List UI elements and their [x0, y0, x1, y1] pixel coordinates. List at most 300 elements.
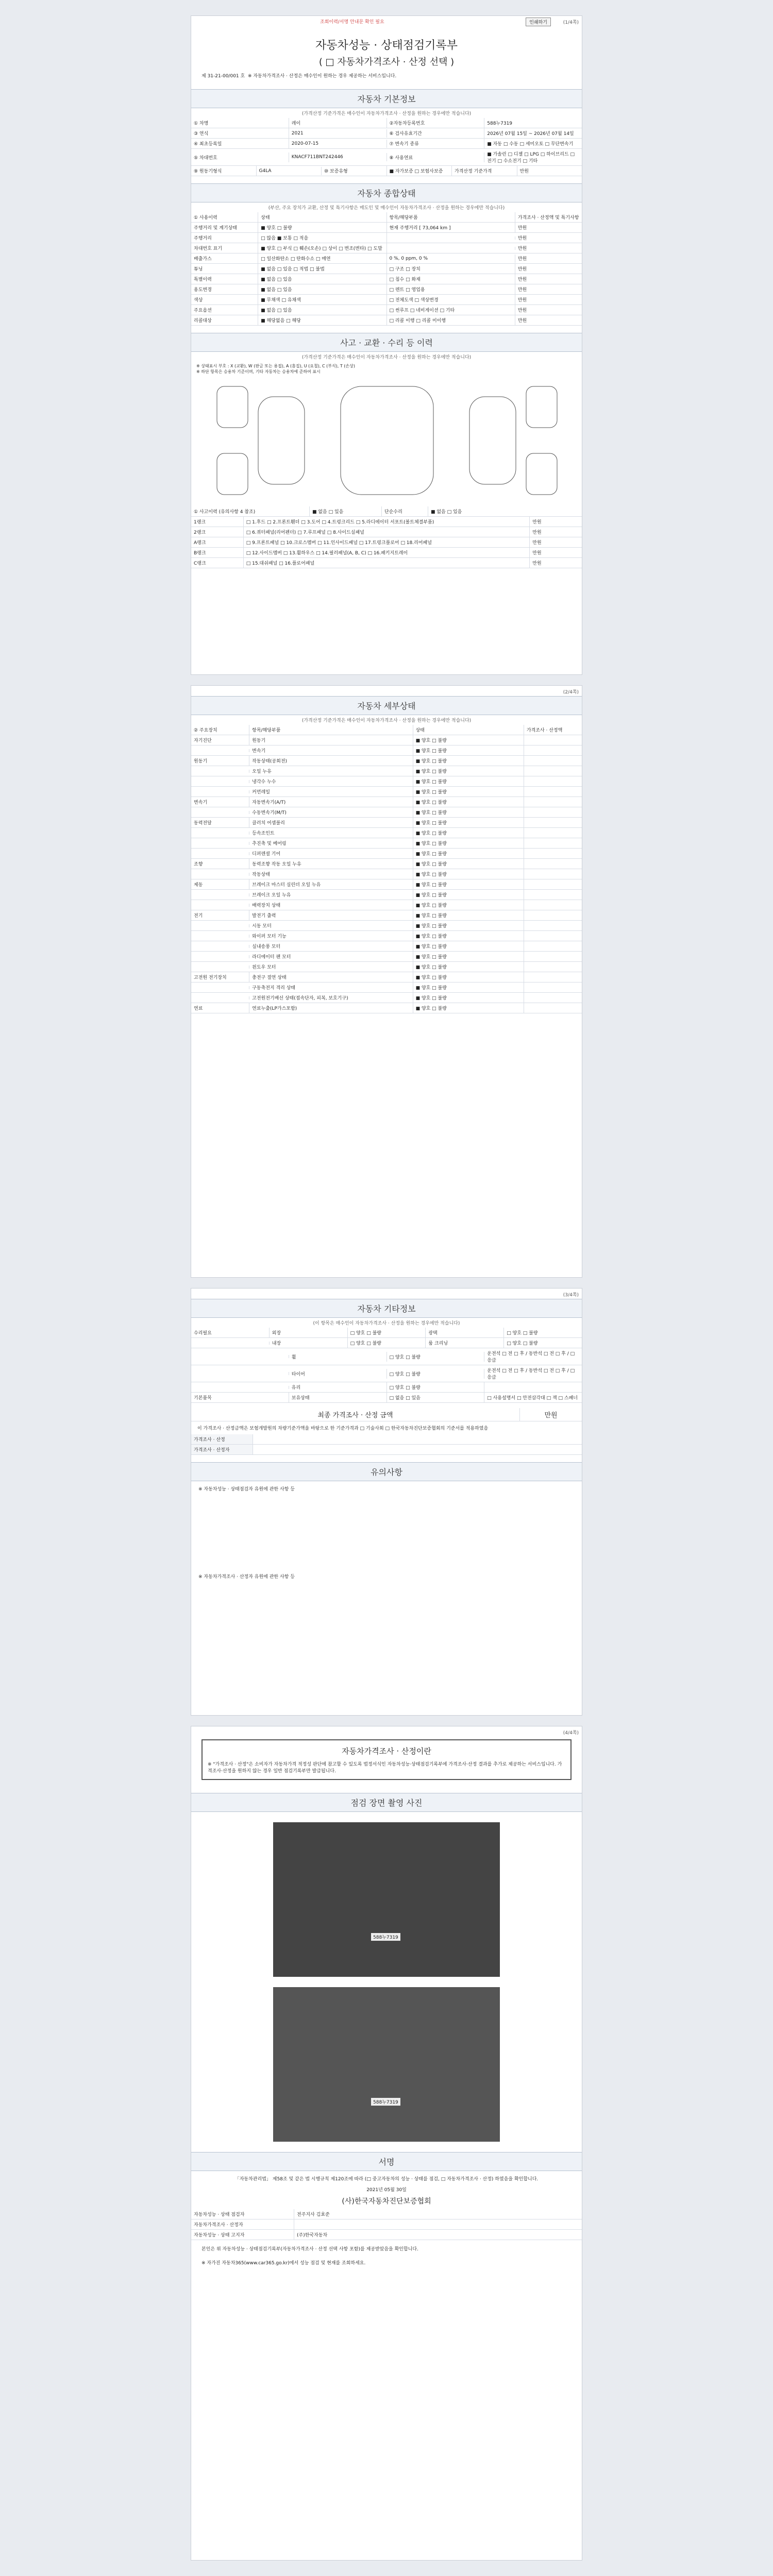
detail-row [191, 849, 582, 859]
detail-row [191, 735, 582, 745]
detail-row [191, 982, 582, 993]
sign-company: (사)한국자동차진단보증협회 [342, 2197, 431, 2206]
detail-row [191, 879, 582, 890]
print-button[interactable]: 인쇄하기 [526, 18, 551, 26]
sign-law: 「자동차관리법」 제58조 및 같은 법 시행규칙 제120조에 따라 (□ 중고자동차의 성능 · 상태를 점검, □ 자동차가격조사 · 산정) 하였음을 확인합니다. [234, 2177, 539, 2182]
detail-row-cell [524, 986, 582, 989]
detail-row-cell: 자기진단 [191, 735, 249, 745]
detail-row-cell [524, 914, 582, 917]
car-diagram [196, 376, 578, 505]
detail-row-cell [524, 945, 582, 948]
price-p1: 가격조사 · 산정 [191, 1434, 582, 1445]
basic-row-cell: ⑨ 원동기형식 [191, 166, 257, 176]
basic-row-cell: ■ 자가보증 □ 보험사보증 [387, 166, 452, 176]
summary-header-cell: 가격조사 · 산정액 및 특기사항 [517, 215, 579, 221]
detail-row-cell: 원동기 [191, 756, 249, 766]
detail-row-cell [524, 852, 582, 855]
detail-row-cell: ■ 양호 □ 불량 [413, 735, 524, 745]
detail-row-cell: 동력조향 작동 오일 누유 [249, 859, 413, 869]
summary-row-cell: 차대번호 표기 [191, 243, 258, 253]
detail-row-cell: 냉각수 누수 [249, 776, 413, 786]
summary-row-cell: 만원 [517, 287, 527, 293]
detail-row-cell [524, 1007, 582, 1010]
other-table [191, 1328, 582, 1403]
detail-row-cell: 브레이크 오일 누유 [249, 890, 413, 900]
other-row-cell: □ 양호 □ 불량 [507, 1341, 538, 1346]
detail-row [191, 972, 582, 982]
accident-q: ① 사고이력 (유의사항 4 참조) ■ 없음 □ 있음 단순수리 ■ 없음 □ 있음 [191, 506, 582, 517]
basic-row-cell: ③ 연식 [191, 128, 289, 138]
page-2 [191, 685, 582, 1278]
detail-row [191, 931, 582, 941]
detail-row-cell [524, 821, 582, 824]
notice-link[interactable]: 조회이력/서명 안내문 확인 필요 [320, 20, 384, 25]
detail-row-cell: ■ 양호 □ 불량 [413, 1003, 524, 1013]
summary-row [191, 253, 582, 264]
detail-row-cell [191, 955, 249, 958]
photo-rear: 588누7319 [273, 1987, 500, 2142]
detail-row-cell [191, 893, 249, 896]
summary-row-cell: 튜닝 [191, 264, 258, 274]
other-row-cell: 보유상태 [289, 1393, 387, 1402]
detail-row-cell [191, 832, 249, 835]
detail-row-cell: 와이퍼 모터 기능 [249, 931, 413, 941]
detail-header-cell: 상태 [413, 725, 524, 735]
detail-row-cell: 라디에이터 팬 모터 [249, 952, 413, 961]
detail-row-cell: 변속기 [191, 797, 249, 807]
doc-title: 자동차성능 · 상태점검기록부 [315, 39, 458, 52]
detail-row-cell: 디퍼렌셜 기어 [249, 849, 413, 858]
basic-row-cell: KNACF711BNT242446 [289, 153, 387, 161]
other-row [191, 1393, 582, 1403]
summary-row [191, 295, 582, 305]
basic-row-cell: 2020-07-15 [289, 140, 387, 148]
detail-row-cell [191, 790, 249, 793]
basic-row [191, 149, 582, 166]
detail-row-cell [524, 759, 582, 762]
photo-front: 588누7319 [273, 1822, 500, 1977]
other-row-cell [191, 1386, 289, 1389]
detail-row-cell: 실내송풍 모터 [249, 941, 413, 951]
rank-row-cell: □ 15.대쉬패널 □ 16.플로어패널 [244, 558, 530, 568]
rank-row-cell: □ 9.프론트패널 □ 10.크로스멤버 □ 11.인사이드패널 □ 17.트렁크플로어 □ 18.리어패널 [244, 537, 530, 547]
detail-row-cell [524, 893, 582, 896]
detail-row-cell: ■ 양호 □ 불량 [413, 982, 524, 992]
basic-row-cell: 588누7319 [487, 121, 513, 126]
basic-row-cell: 2021 [289, 129, 387, 138]
summary-header-cell: 상태 [258, 212, 386, 222]
summary-row-cell: □ 전체도색 □ 색상변경 [387, 295, 515, 304]
detail-row [191, 859, 582, 869]
summary-row-cell: ■ 양호 □ 부식 □ 훼손(오손) □ 상이 □ 변조(변타) □ 도말 [258, 243, 386, 253]
detail-row-cell [524, 883, 582, 886]
other-row-cell: □ 양호 □ 불량 [348, 1328, 426, 1337]
detail-row-cell [191, 780, 249, 783]
basic-table [191, 118, 582, 176]
summary-row-cell: ■ 없음 □ 있음 [258, 305, 386, 315]
detail-row-cell: ■ 양호 □ 불량 [413, 921, 524, 930]
rank-row [191, 537, 582, 548]
detail-row-cell: ■ 양호 □ 불량 [413, 818, 524, 827]
rank-row-cell: □ 1.후드 □ 2.프론트휀더 □ 3.도어 □ 4.트렁크리드 □ 5.라디에이터 서포트(볼트체결부품) [244, 517, 530, 527]
rank-row-cell: 2랭크 [191, 527, 244, 537]
detail-row-cell: ■ 양호 □ 불량 [413, 879, 524, 889]
detail-row-cell: 조향 [191, 859, 249, 869]
basic-title: 자동차 기본정보 [191, 89, 582, 108]
detail-row-cell: 연료누출(LP가스포함) [249, 1003, 413, 1013]
detail-row-cell [191, 996, 249, 999]
other-row-cell [191, 1342, 270, 1345]
detail-row-cell [524, 873, 582, 876]
detail-row-cell: 커먼레일 [249, 787, 413, 796]
summary-row [191, 315, 582, 326]
detail-row-cell: 고전원전기배선 상태(접속단자, 피복, 보호기구) [249, 993, 413, 1003]
rank-row-cell: □ 12.사이드멤버 □ 13.휠하우스 □ 14.필러패널(A, B, C) □ 16.패키지트레이 [244, 548, 530, 557]
other-row-cell: □ 사용설명서 □ 안전삼각대 □ 잭 □ 스패너 [487, 1396, 578, 1401]
page-1 [191, 15, 582, 675]
rank-row-cell: □ 6.쿼터패널(리어펜더) □ 7.루프패널 □ 8.사이드실패널 [244, 527, 530, 537]
detail-row [191, 941, 582, 952]
detail-row-cell: ■ 양호 □ 불량 [413, 849, 524, 858]
sign-r3: 자동차성능 · 상태 고지자 (주)한국자동차 [191, 2230, 582, 2240]
detail-row-cell: 연료 [191, 1003, 249, 1013]
other-row-cell: 유리 [289, 1382, 387, 1392]
detail-row-cell [524, 976, 582, 979]
sign-foot1: 본인은 위 자동차성능 · 상태점검기록부(자동차가격조사 · 산정 선택 사항 포함)를 제공받았음을 확인합니다. [201, 2247, 418, 2252]
summary-row-cell: ■ 무채색 □ 유채색 [258, 295, 386, 304]
summary-row [191, 243, 582, 253]
photo-title: 점검 장면 촬영 사진 [191, 1793, 582, 1812]
detail-row-cell [191, 770, 249, 773]
rank-row-cell: 만원 [532, 520, 542, 525]
detail-row [191, 756, 582, 766]
detail-row-cell [191, 935, 249, 938]
summary-row-cell: 특별이력 [191, 274, 258, 284]
basic-row [191, 166, 582, 176]
accident-legend: ※ 상태표시 부호 : X (교환), W (판금 또는 용접), A (흠집), U (요철), C (부식), T (손상) ※ 하단 항목은 승용차 기준이며, 기타 자동차는 승용차에 준하여 표시 [196, 364, 356, 374]
detail-header-cell: 항목/해당부품 [249, 725, 413, 735]
summary-row-cell: 만원 [517, 267, 527, 272]
other-row-cell: 수리필요 [191, 1328, 270, 1337]
summary-row-cell [387, 236, 515, 240]
detail-row-cell [191, 749, 249, 752]
basic-row-cell: ⑧ 사용연료 [387, 152, 485, 162]
detail-row [191, 828, 582, 838]
price-row: 최종 가격조사 · 산정 금액 만원 [191, 1408, 582, 1421]
other-row-cell: 룸 크리닝 [426, 1338, 504, 1348]
other-row-cell: □ 양호 □ 불량 [387, 1369, 485, 1379]
other-row-cell: 운전석 □ 전 □ 후 / 동반석 □ 전 □ 후 / □ 응급 [487, 1368, 575, 1380]
other-row-cell [191, 1355, 289, 1358]
detail-row-cell: 변속기 [249, 745, 413, 755]
summary-row-cell: ■ 없음 □ 있음 [258, 284, 386, 294]
detail-row-cell: 자동변속기(A/T) [249, 797, 413, 807]
summary-row-cell: □ 침수 □ 화재 [387, 274, 515, 284]
detail-title: 자동차 세부상태 [191, 696, 582, 715]
basic-row-cell: ⑥ 검사유효기간 [387, 128, 485, 138]
summary-row-cell: 만원 [517, 257, 527, 262]
detail-row-cell: 브레이크 마스터 실린더 오일 누유 [249, 879, 413, 889]
detail-row-cell: 전기 [191, 910, 249, 920]
other-row-cell: □ 양호 □ 불량 [387, 1382, 485, 1392]
rank-row-cell: B랭크 [191, 548, 244, 557]
basic-row-cell: 만원 [519, 169, 529, 174]
summary-row-cell: 주행거리 [191, 233, 258, 243]
detail-row-cell: 오일 누유 [249, 766, 413, 776]
detail-row [191, 787, 582, 797]
detail-row-cell [524, 801, 582, 804]
summary-row [191, 233, 582, 243]
detail-row-cell [524, 935, 582, 938]
detail-row-cell: ■ 양호 □ 불량 [413, 838, 524, 848]
detail-row-cell: ■ 양호 □ 불량 [413, 787, 524, 796]
detail-row-cell [191, 873, 249, 876]
summary-row-cell: 만원 [517, 277, 527, 282]
detail-row-cell: ■ 양호 □ 불량 [413, 807, 524, 817]
detail-row [191, 993, 582, 1003]
other-row-cell: 타이어 [289, 1369, 387, 1379]
page-number: (1/4쪽) [563, 20, 579, 25]
detail-row-cell: ■ 양호 □ 불량 [413, 797, 524, 807]
detail-row [191, 900, 582, 910]
summary-title: 자동차 종합상태 [191, 183, 582, 202]
basic-row-cell: ⑤ 차대번호 [191, 152, 289, 162]
detail-row [191, 962, 582, 972]
other-row-cell: □ 양호 □ 불량 [507, 1331, 538, 1336]
detail-row-cell [191, 842, 249, 845]
page-number: (3/4쪽) [563, 1293, 579, 1298]
caution-1: ※ 자동차성능 · 상태점검자 유원에 관한 사항 등 [198, 1487, 295, 1492]
detail-row-cell [524, 832, 582, 835]
sign-title: 서명 [191, 2152, 582, 2171]
summary-row [191, 274, 582, 284]
summary-row-cell: 리콜대상 [191, 315, 258, 325]
summary-header-cell: ① 사용이력 [191, 212, 258, 222]
detail-row-cell [524, 842, 582, 845]
rank-row [191, 548, 582, 558]
basic-row-cell: G4LA [257, 167, 322, 175]
other-row-cell: 내장 [270, 1338, 348, 1348]
detail-row-cell: 작동상태 [249, 869, 413, 879]
rank-row-cell: 만원 [532, 551, 542, 556]
detail-row-cell: 동력전달 [191, 818, 249, 827]
detail-row-cell: ■ 양호 □ 불량 [413, 931, 524, 941]
other-row-cell: 광택 [426, 1328, 504, 1337]
detail-header-cell: 가격조사 · 산정액 [526, 728, 563, 733]
basic-row-cell: ■ 가솔린 □ 디젤 □ LPG □ 하이브리드 □ 전기 □ 수소전기 □ 기타 [487, 152, 575, 164]
detail-row [191, 807, 582, 818]
other-row [191, 1365, 582, 1382]
other-row-cell: □ 없음 □ 있음 [387, 1393, 485, 1402]
detail-row [191, 890, 582, 900]
detail-row-cell [191, 924, 249, 927]
detail-row-cell [524, 780, 582, 783]
detail-row-cell: 수동변속기(M/T) [249, 807, 413, 817]
summary-row-cell: 만원 [517, 236, 527, 241]
summary-row-cell: 만원 [517, 226, 527, 231]
detail-header-cell: ② 주요장치 [191, 725, 249, 735]
detail-row [191, 838, 582, 849]
sign-foot2: ※ 자가진 자동차365(www.car365.go.kr)에서 성능 점검 및 현재를 조회하세요. [201, 2261, 366, 2266]
detail-row [191, 766, 582, 776]
other-row-cell: 외장 [270, 1328, 348, 1337]
accident-sub: (가격산정 기준가격은 매수인이 자동차가격조사 · 산정을 원하는 경우에만 적습니다) [301, 355, 472, 360]
rank-row-cell: 만원 [532, 561, 542, 566]
detail-row-cell: ■ 양호 □ 불량 [413, 952, 524, 961]
detail-row-cell: 고전원 전기장치 [191, 972, 249, 982]
other-row-cell: 기본품목 [191, 1393, 289, 1402]
basic-row-cell: ④ 최초등록일 [191, 139, 289, 148]
other-title: 자동차 기타정보 [191, 1299, 582, 1318]
rank-row-cell: C랭크 [191, 558, 244, 568]
detail-row [191, 818, 582, 828]
rank-row [191, 517, 582, 527]
detail-row-cell: 제동 [191, 879, 249, 889]
detail-row-cell [191, 904, 249, 907]
summary-row-cell: 주요옵션 [191, 305, 258, 315]
summary-row-cell [387, 247, 515, 250]
summary-row-cell: ■ 없음 □ 있음 □ 적법 □ 불법 [258, 264, 386, 274]
rank-row-cell: 만원 [532, 530, 542, 535]
detail-row-cell: 시동 모터 [249, 921, 413, 930]
detail-row-cell: ■ 양호 □ 불량 [413, 756, 524, 766]
summary-row-cell: 만원 [517, 308, 527, 313]
detail-row-cell [524, 996, 582, 999]
detail-row-cell [191, 945, 249, 948]
detail-row-cell [524, 862, 582, 866]
detail-row-cell [191, 986, 249, 989]
accident-title: 사고 · 교환 · 수리 등 이력 [191, 333, 582, 352]
summary-row-cell: □ 일산화탄소 □ 탄화수소 □ 매연 [258, 253, 386, 263]
detail-row-cell: ■ 양호 □ 불량 [413, 869, 524, 879]
summary-header-cell: 항목/해당부품 [387, 212, 515, 222]
detail-row-cell [524, 739, 582, 742]
summary-row [191, 223, 582, 233]
price-p2: 가격조사 · 산정자 [191, 1445, 582, 1455]
sign-r2: 자동차가격조사 · 산정자 [191, 2219, 582, 2230]
summary-row-cell: ■ 해당없음 □ 해당 [258, 315, 386, 325]
detail-row-cell: ■ 양호 □ 불량 [413, 745, 524, 755]
basic-row-cell: 가격산정 기준가격 [452, 166, 517, 176]
caution-2: ※ 자동차가격조사 · 산정자 유원에 관한 사항 등 [198, 1574, 295, 1580]
detail-row-cell: ■ 양호 □ 불량 [413, 776, 524, 786]
basic-row-cell: ■ 자동 □ 수동 □ 세미오토 □ 무단변속기 [487, 142, 574, 147]
rank-row-cell: A랭크 [191, 537, 244, 547]
detail-row [191, 910, 582, 921]
other-row [191, 1328, 582, 1338]
summary-row [191, 305, 582, 315]
summary-table [191, 212, 582, 326]
other-row [191, 1348, 582, 1365]
detail-row-cell: 윈도우 모터 [249, 962, 413, 972]
basic-row [191, 128, 582, 139]
basic-row-cell: ⑦ 변속기 종류 [387, 139, 485, 148]
summary-row-cell: 만원 [517, 318, 527, 324]
detail-row-cell [524, 955, 582, 958]
detail-row-cell [191, 811, 249, 814]
basic-row [191, 118, 582, 128]
summary-row-cell: □ 많음 ■ 보통 □ 적음 [258, 233, 386, 243]
price-note: 이 가격조사 · 산정금액은 보험개발원의 차량기준가액을 바탕으로 한 기준가격과 □ 기술사회 □ 한국자동차진단보증협회의 기준서를 적용하였음 [197, 1426, 489, 1431]
summary-row-cell: 만원 [517, 298, 527, 303]
detail-row-cell [524, 770, 582, 773]
detail-row [191, 952, 582, 962]
detail-row [191, 797, 582, 807]
sign-r1: 자동차성능 · 상태 점검자 전주지사 김효준 [191, 2209, 582, 2219]
summary-row-cell: □ 리콜 이행 □ 리콜 미이행 [387, 315, 515, 325]
doc-subtitle: ( □ 자동차가격조사 · 산정 선택 ) [318, 57, 455, 67]
caution-title: 유의사항 [191, 1462, 582, 1481]
other-sub: (이 항목은 매수인이 자동차가격조사 · 산정을 원하는 경우에만 적습니다) [313, 1321, 460, 1326]
sign-date: 2021년 05월 30일 [366, 2188, 407, 2193]
summary-row-cell: 용도변경 [191, 284, 258, 294]
detail-row-cell [524, 924, 582, 927]
detail-row-cell: ■ 양호 □ 불량 [413, 941, 524, 951]
other-row-cell: □ 양호 □ 불량 [387, 1352, 485, 1362]
detail-table [191, 725, 582, 1013]
summary-row-cell: 만원 [517, 246, 527, 251]
summary-row-cell: 배출가스 [191, 253, 258, 263]
detail-row-cell: ■ 양호 □ 불량 [413, 766, 524, 776]
other-row-cell: □ 양호 □ 불량 [348, 1338, 426, 1348]
other-row-cell [191, 1372, 289, 1375]
summary-row-cell: □ 썬루프 □ 네비게이션 □ 기타 [387, 305, 515, 315]
rank-row [191, 527, 582, 537]
detail-row-cell: 배력장치 상태 [249, 900, 413, 910]
service-box: 자동차가격조사 · 산정이란 ※ "가격조사 · 산정"은 소비자가 자동차가격 적정성 판단에 참고할 수 있도록 법정서식인 자동차성능·상태점검기록부에 가격조사·산정 결과를 추가로 제공하는 서비스입니다. 가격조사·산정을 원하지 않는 경우 일반 점검기록부만 발급됩니다. [201, 1739, 572, 1780]
basic-row-cell: ⑩ 보증유형 [322, 166, 387, 176]
detail-row-cell: 원동기 [249, 735, 413, 745]
detail-row-cell: 구동축전지 격리 상태 [249, 982, 413, 992]
summary-row [191, 264, 582, 274]
summary-row-cell: ■ 없음 □ 있음 [258, 274, 386, 284]
detail-row-cell [524, 749, 582, 752]
detail-row-cell: 등속조인트 [249, 828, 413, 838]
summary-row-cell: □ 구조 □ 장치 [387, 264, 515, 274]
detail-row [191, 869, 582, 879]
other-row [191, 1338, 582, 1348]
basic-row-cell: ① 차명 [191, 118, 289, 128]
summary-row-cell: 현재 주행거리 [ 73,064 km ] [387, 223, 515, 232]
rank-row-cell: 만원 [532, 540, 542, 546]
page-4 [191, 1726, 582, 2561]
detail-row-cell [524, 965, 582, 969]
summary-row-cell: 색상 [191, 295, 258, 304]
summary-row-cell: 0 %, 0 ppm, 0 % [387, 255, 515, 263]
detail-row-cell: 충전구 절연 상태 [249, 972, 413, 982]
detail-row-cell: ■ 양호 □ 불량 [413, 962, 524, 972]
detail-row-cell: 발전기 출력 [249, 910, 413, 920]
detail-row-cell: 추진축 및 베어링 [249, 838, 413, 848]
detail-row-cell: ■ 양호 □ 불량 [413, 910, 524, 920]
basic-row [191, 139, 582, 149]
detail-row-cell: ■ 양호 □ 불량 [413, 859, 524, 869]
detail-row [191, 1003, 582, 1013]
page-number: (2/4쪽) [563, 690, 579, 695]
other-row-cell [484, 1386, 582, 1389]
detail-row-cell [524, 904, 582, 907]
detail-row-cell: ■ 양호 □ 불량 [413, 890, 524, 900]
detail-row-cell: ■ 양호 □ 불량 [413, 993, 524, 1003]
detail-row [191, 745, 582, 756]
rank-row [191, 558, 582, 568]
detail-row-cell [191, 852, 249, 855]
detail-row-cell [524, 811, 582, 814]
detail-row-cell: ■ 양호 □ 불량 [413, 828, 524, 838]
detail-row-cell: ■ 양호 □ 불량 [413, 972, 524, 982]
basic-sub: (가격산정 기준가격은 매수인이 자동차가격조사 · 산정을 원하는 경우에만 적습니다) [301, 111, 472, 116]
page-number: (4/4쪽) [563, 1731, 579, 1736]
